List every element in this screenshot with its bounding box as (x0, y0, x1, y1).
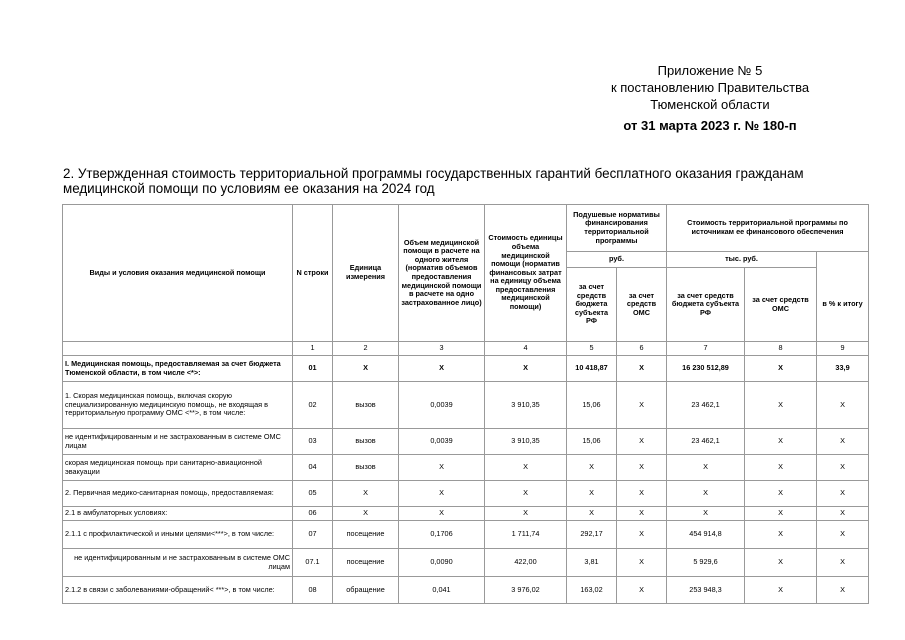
row-number: 02 (293, 382, 333, 429)
row-unit-cost: 3 976,02 (485, 577, 567, 604)
table-row (63, 481, 869, 507)
header-cost-oms: за счет средств ОМС (745, 268, 817, 342)
table-row (63, 577, 869, 604)
row-unit: вызов (333, 382, 399, 429)
row-percent: 33,9 (817, 356, 869, 382)
table-row (63, 382, 869, 429)
row-norm-budget: Х (567, 455, 617, 481)
column-number-row (63, 342, 869, 356)
row-norm-oms: Х (617, 429, 667, 455)
header-cost-budget: за счет средств бюджета субъекта РФ (667, 268, 745, 342)
row-percent: Х (817, 481, 869, 507)
header-program-cost: Стоимость территориальной программы по источникам ее финансового обеспечения (667, 205, 869, 252)
row-number: 06 (293, 507, 333, 521)
row-number: 07 (293, 521, 333, 549)
row-unit-cost: 1 711,74 (485, 521, 567, 549)
row-number: 07.1 (293, 549, 333, 577)
row-name: 2.1.2 в связи с заболеваниями-обращений< ***>, в том числе: (63, 577, 293, 604)
row-unit-cost: Х (485, 356, 567, 382)
cost-table (62, 204, 869, 604)
row-unit: Х (333, 507, 399, 521)
row-unit: посещение (333, 549, 399, 577)
row-name: не идентифицированным и не застрахованным в системе ОМС лицам (63, 429, 293, 455)
row-cost-budget: Х (667, 507, 745, 521)
header-thous-rub: тыс. руб. (667, 252, 817, 268)
row-volume: Х (399, 455, 485, 481)
row-percent: Х (817, 549, 869, 577)
row-cost-oms: Х (745, 507, 817, 521)
row-cost-budget: 16 230 512,89 (667, 356, 745, 382)
row-name: 1. Скорая медицинская помощь, включая скорую специализированную медицинскую помощь, не входящая в территориальную программу ОМС <**>, в том числе: (63, 382, 293, 429)
row-norm-budget: 10 418,87 (567, 356, 617, 382)
header-norm-oms: за счет средств ОМС (617, 268, 667, 342)
row-percent: Х (817, 382, 869, 429)
row-cost-oms: Х (745, 356, 817, 382)
row-percent: Х (817, 507, 869, 521)
row-norm-oms: Х (617, 455, 667, 481)
column-number: 5 (567, 342, 617, 356)
header-rub: руб. (567, 252, 667, 268)
row-unit: посещение (333, 521, 399, 549)
header-row-1 (63, 205, 869, 252)
row-name: 2. Первичная медико-санитарная помощь, предоставляемая: (63, 481, 293, 507)
row-cost-budget: Х (667, 481, 745, 507)
row-unit-cost: 3 910,35 (485, 429, 567, 455)
row-cost-oms: Х (745, 429, 817, 455)
row-norm-budget: Х (567, 481, 617, 507)
row-volume: 0,0039 (399, 429, 485, 455)
row-cost-oms: Х (745, 382, 817, 429)
header-unit-cost: Стоимость единицы объема медицинской помощи (норматив финансовых затрат на единицу объема предоставления медицинской помощи) (485, 205, 567, 342)
row-norm-oms: Х (617, 521, 667, 549)
row-number: 05 (293, 481, 333, 507)
column-number: 2 (333, 342, 399, 356)
row-unit-cost: 422,00 (485, 549, 567, 577)
row-volume: Х (399, 481, 485, 507)
row-percent: Х (817, 577, 869, 604)
row-name: 2.1 в амбулаторных условиях: (63, 507, 293, 521)
row-norm-oms: Х (617, 549, 667, 577)
table-row (63, 455, 869, 481)
row-norm-oms: Х (617, 507, 667, 521)
row-norm-budget: 163,02 (567, 577, 617, 604)
row-unit-cost: Х (485, 507, 567, 521)
row-norm-budget: 292,17 (567, 521, 617, 549)
table-row (63, 549, 869, 577)
header-per-capita-norms: Подушевые нормативы финансирования территориальной программы (567, 205, 667, 252)
row-unit: вызов (333, 429, 399, 455)
annex-date: от 31 марта 2023 г. № 180-п (623, 118, 797, 133)
column-number: 1 (293, 342, 333, 356)
row-name: не идентифицированным и не застрахованным в системе ОМС лицам (63, 549, 293, 577)
table-row (63, 356, 869, 382)
row-norm-oms: Х (617, 481, 667, 507)
column-number: 8 (745, 342, 817, 356)
section-heading: 2. Утвержденная стоимость территориальной программы государственных гарантий бесплатного оказания гражданам медицинской помощи по условиям ее оказания на 2024 год (63, 166, 804, 196)
header-percent-spacer (817, 252, 869, 268)
row-cost-budget: 454 914,8 (667, 521, 745, 549)
header-percent: в % к итогу (817, 268, 869, 342)
row-volume: 0,041 (399, 577, 485, 604)
row-cost-oms: Х (745, 455, 817, 481)
column-number: 7 (667, 342, 745, 356)
row-unit: Х (333, 356, 399, 382)
row-cost-budget: 5 929,6 (667, 549, 745, 577)
row-volume: 0,1706 (399, 521, 485, 549)
row-norm-budget: Х (567, 507, 617, 521)
column-number: 9 (817, 342, 869, 356)
column-number: 3 (399, 342, 485, 356)
row-norm-budget: 15,06 (567, 382, 617, 429)
header-row-number: N строки (293, 205, 333, 342)
table-row (63, 521, 869, 549)
row-number: 04 (293, 455, 333, 481)
row-norm-oms: Х (617, 382, 667, 429)
column-number: 6 (617, 342, 667, 356)
annex-reference: к постановлению Правительства (610, 80, 810, 95)
header-norm-budget: за счет средств бюджета субъекта РФ (567, 268, 617, 342)
header-unit: Единица измерения (333, 205, 399, 342)
table-row (63, 429, 869, 455)
row-cost-budget: 23 462,1 (667, 429, 745, 455)
row-cost-budget: 253 948,3 (667, 577, 745, 604)
row-norm-oms: Х (617, 356, 667, 382)
row-norm-budget: 15,06 (567, 429, 617, 455)
row-cost-budget: 23 462,1 (667, 382, 745, 429)
row-cost-oms: Х (745, 549, 817, 577)
row-cost-budget: Х (667, 455, 745, 481)
row-percent: Х (817, 455, 869, 481)
row-volume: Х (399, 507, 485, 521)
header-volume: Объем медицинской помощи в расчете на одного жителя (норматив объемов предоставления медицинской помощи в расчете на одно застрахованное лицо) (399, 205, 485, 342)
row-cost-oms: Х (745, 481, 817, 507)
row-norm-oms: Х (617, 577, 667, 604)
row-percent: Х (817, 429, 869, 455)
row-percent: Х (817, 521, 869, 549)
row-unit-cost: Х (485, 455, 567, 481)
column-number: 4 (485, 342, 567, 356)
row-cost-oms: Х (745, 577, 817, 604)
row-volume: 0,0039 (399, 382, 485, 429)
row-unit-cost: Х (485, 481, 567, 507)
row-unit: обращение (333, 577, 399, 604)
column-number-blank (63, 342, 293, 356)
row-unit-cost: 3 910,35 (485, 382, 567, 429)
row-number: 01 (293, 356, 333, 382)
row-name: I. Медицинская помощь, предоставляемая за счет бюджета Тюменской области, в том числе <*>: (63, 356, 293, 382)
row-number: 08 (293, 577, 333, 604)
row-cost-oms: Х (745, 521, 817, 549)
annex-region: Тюменской области (650, 97, 770, 112)
row-norm-budget: 3,81 (567, 549, 617, 577)
row-name: 2.1.1 с профилактической и иными целями<***>, в том числе: (63, 521, 293, 549)
annex-block (560, 62, 860, 134)
row-volume: 0,0090 (399, 549, 485, 577)
row-number: 03 (293, 429, 333, 455)
row-unit: Х (333, 481, 399, 507)
header-kind: Виды и условия оказания медицинской помощи (63, 205, 293, 342)
annex-number: Приложение № 5 (657, 63, 763, 78)
row-name: скорая медицинская помощь при санитарно-авиационной эвакуации (63, 455, 293, 481)
row-volume: Х (399, 356, 485, 382)
table-row (63, 507, 869, 521)
row-unit: вызов (333, 455, 399, 481)
